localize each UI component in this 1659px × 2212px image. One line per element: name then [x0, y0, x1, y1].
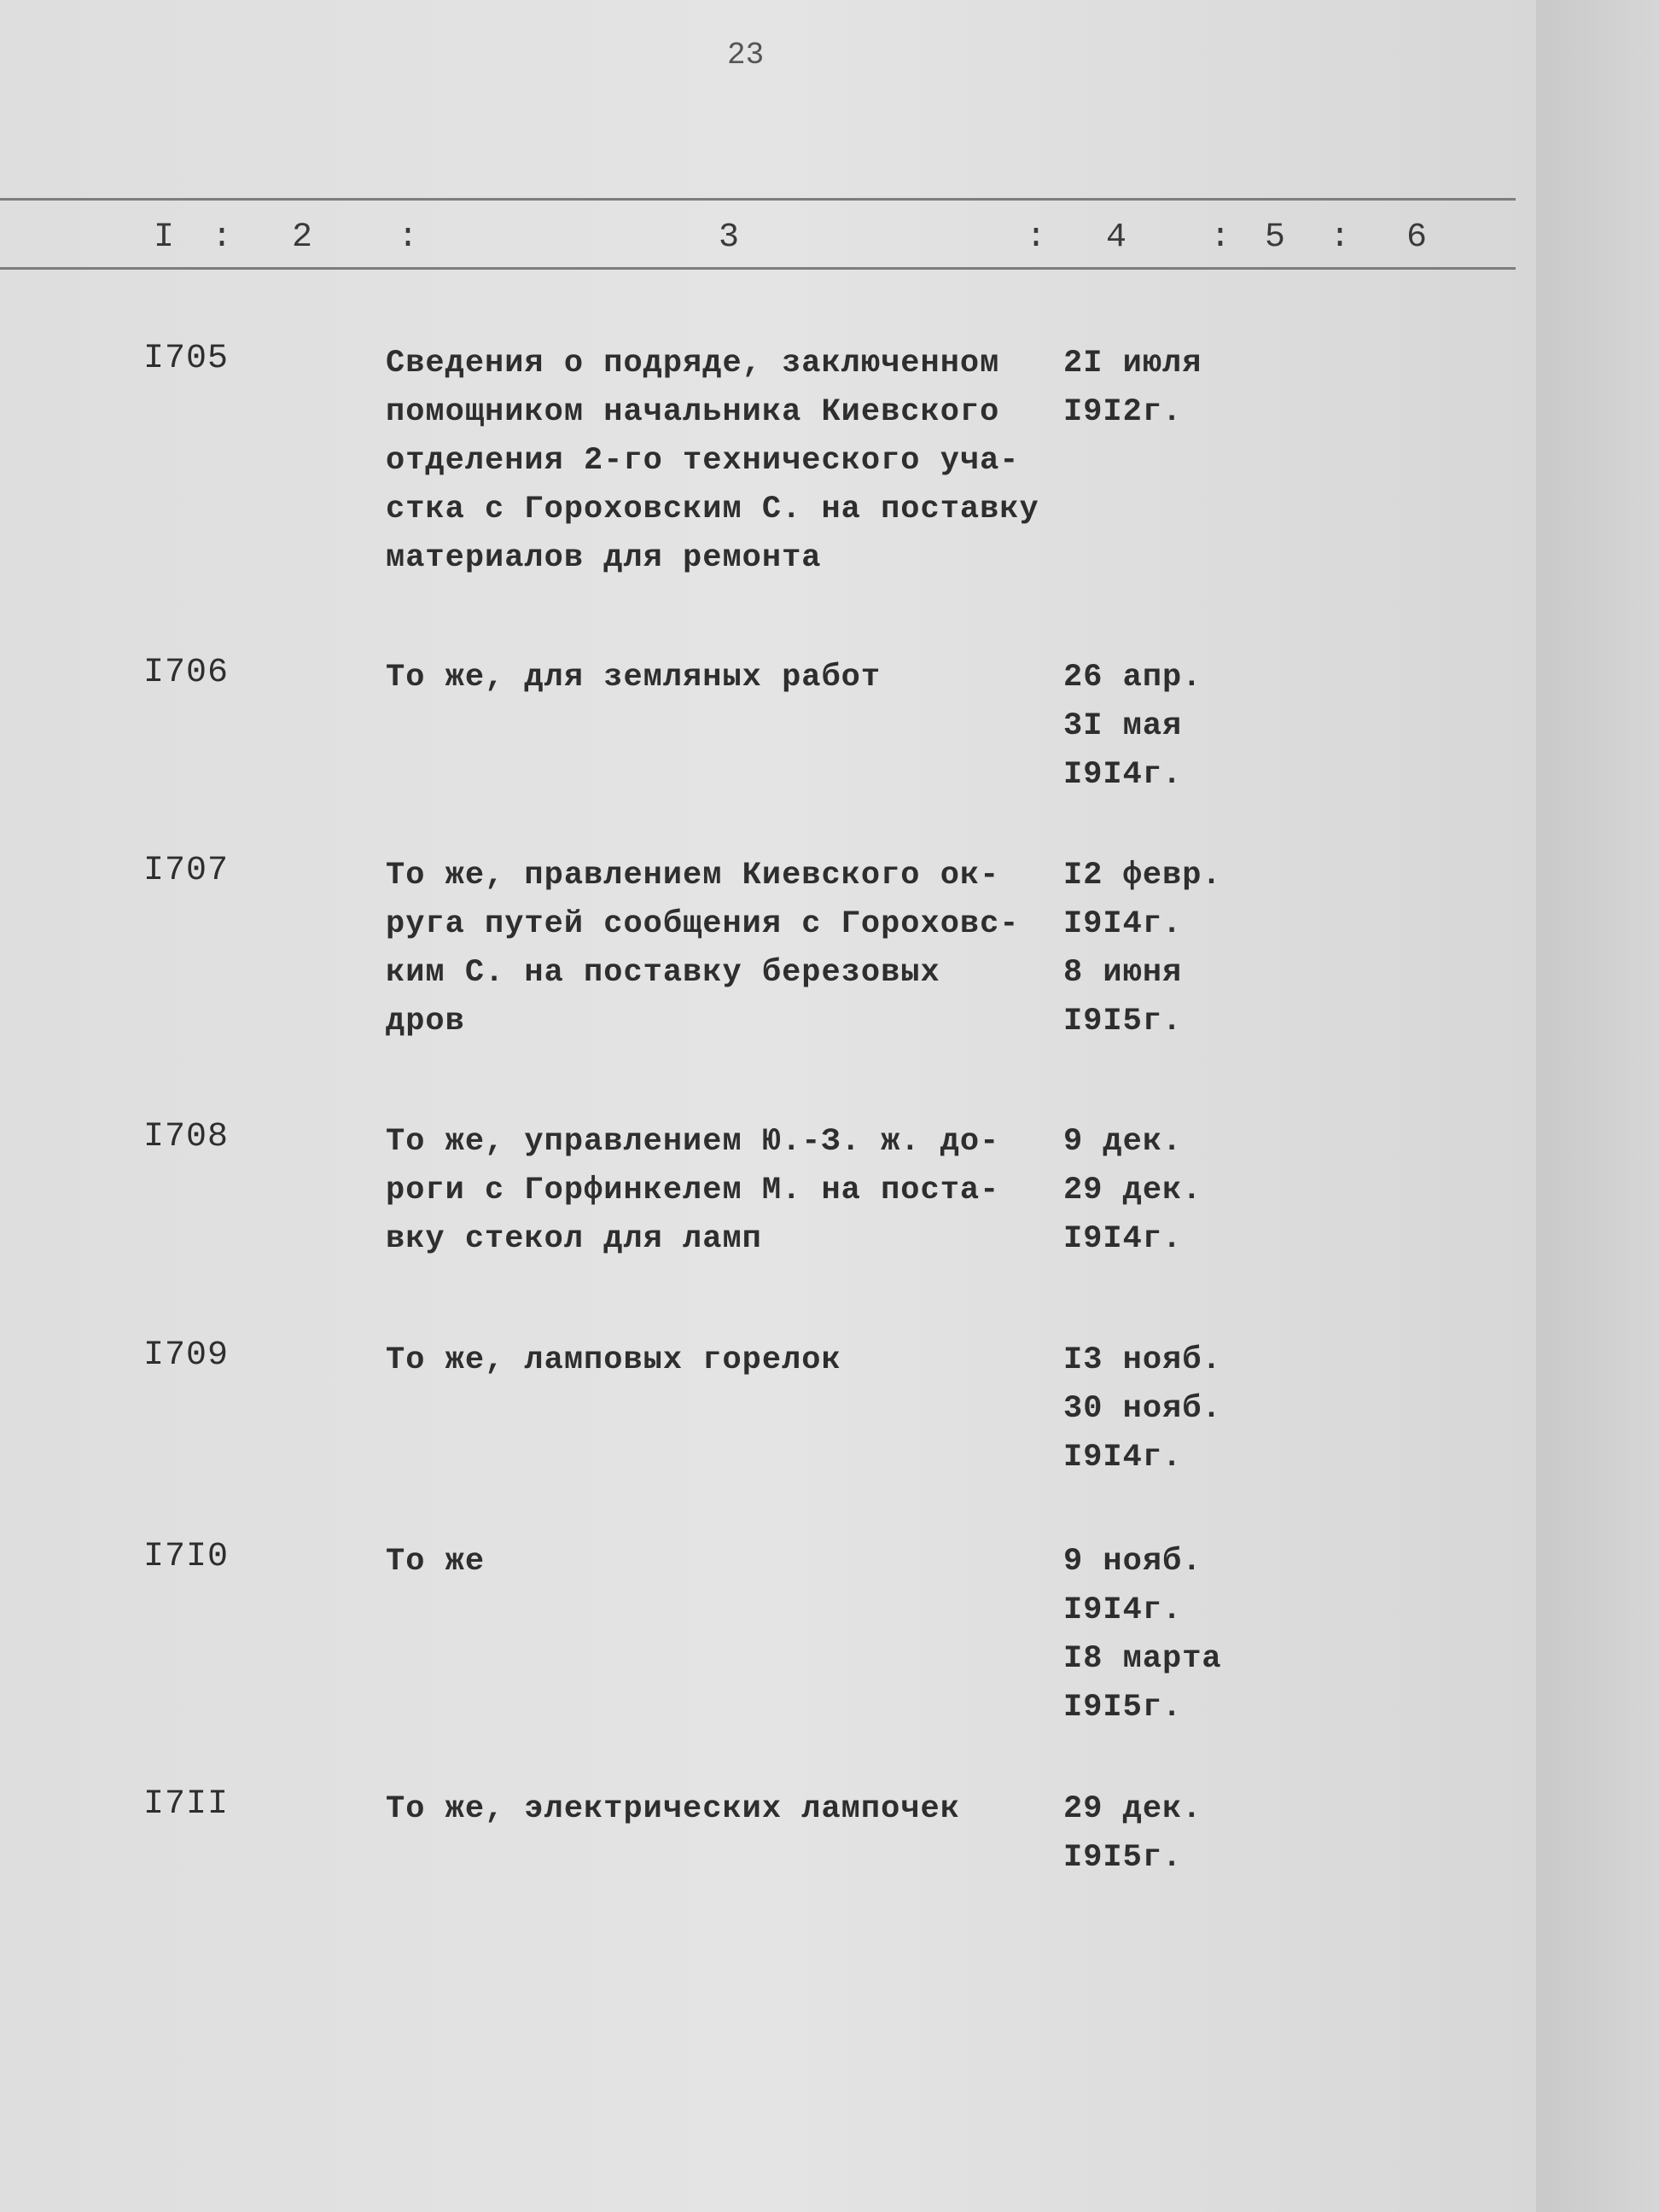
entry-date: I9I4г.	[1063, 757, 1183, 793]
column-header-3: 3	[719, 218, 740, 257]
entry-number: I707	[143, 852, 230, 890]
header-rule-bottom	[0, 267, 1516, 270]
entry-description: То же, управлением Ю.-З. ж. до- роги с Горфинкелем М. на поста- вку стекол для ламп	[386, 1124, 1000, 1257]
entry-date: I9I5г.	[1063, 1004, 1183, 1039]
entry-description: То же, правлением Киевского ок- руга путей сообщения с Гороховс- ким С. на поставку березовых дров	[386, 858, 1020, 1039]
column-separator: :	[1330, 218, 1351, 257]
entry-date: I2 февр.	[1063, 858, 1222, 894]
entry-date: 9 нояб.	[1063, 1544, 1202, 1580]
column-separator: :	[398, 218, 419, 257]
entry-number: I708	[143, 1118, 230, 1156]
column-header-2: 2	[292, 218, 313, 257]
entry-date: 26 апр.	[1063, 660, 1202, 696]
entry-description: То же, для земляных работ	[386, 660, 882, 696]
column-separator: :	[1210, 218, 1231, 257]
entry-date: I9I4г.	[1063, 906, 1183, 942]
entry-dates	[1063, 654, 1202, 800]
entry-date: 2I июля	[1063, 346, 1202, 381]
entry-dates	[1063, 852, 1222, 1046]
column-header-6: 6	[1406, 218, 1428, 257]
column-header-5: 5	[1265, 218, 1286, 257]
entry-number: I705	[143, 340, 230, 378]
entry-date: 9 дек.	[1063, 1124, 1183, 1160]
entry-date: I9I5г.	[1063, 1840, 1183, 1876]
header-rule-top	[0, 198, 1516, 201]
entry-date: I9I4г.	[1063, 1221, 1183, 1257]
entry-date: I8 марта	[1063, 1641, 1222, 1677]
entry-dates	[1063, 1785, 1202, 1883]
entry-description: То же, ламповых горелок	[386, 1342, 841, 1378]
entry-description: То же, электрических лампочек	[386, 1791, 960, 1827]
entry-dates	[1063, 1336, 1222, 1482]
column-separator: :	[212, 218, 233, 257]
entry-date: I9I4г.	[1063, 1440, 1183, 1476]
entry-date: 29 дек.	[1063, 1791, 1202, 1827]
column-separator: :	[1026, 218, 1047, 257]
entry-date: I9I5г.	[1063, 1690, 1183, 1726]
page-number: 23	[727, 38, 765, 73]
entry-dates	[1063, 1538, 1222, 1732]
entry-date: 29 дек.	[1063, 1173, 1202, 1208]
entry-dates	[1063, 1118, 1202, 1264]
entry-date: I9I2г.	[1063, 394, 1183, 430]
entry-description: То же	[386, 1544, 486, 1580]
entry-description: Сведения о подряде, заключенном помощником начальника Киевского отделения 2-го технического уча- стка с Гороховским С. на поставку материалов для ремонта	[386, 346, 1039, 576]
entry-date: 30 нояб.	[1063, 1391, 1222, 1427]
column-header-4: 4	[1106, 218, 1127, 257]
entry-dates	[1063, 340, 1202, 437]
entry-number: I709	[143, 1336, 230, 1375]
entry-date: I9I4г.	[1063, 1592, 1183, 1628]
entry-number: I7II	[143, 1785, 230, 1824]
page-edge	[1536, 0, 1659, 2212]
entry-date: I3 нояб.	[1063, 1342, 1222, 1378]
column-header-1: I	[154, 218, 175, 257]
entry-number: I706	[143, 654, 230, 692]
entry-number: I7I0	[143, 1538, 230, 1576]
entry-date: 8 июня	[1063, 955, 1183, 991]
entry-date: 3I мая	[1063, 708, 1183, 744]
